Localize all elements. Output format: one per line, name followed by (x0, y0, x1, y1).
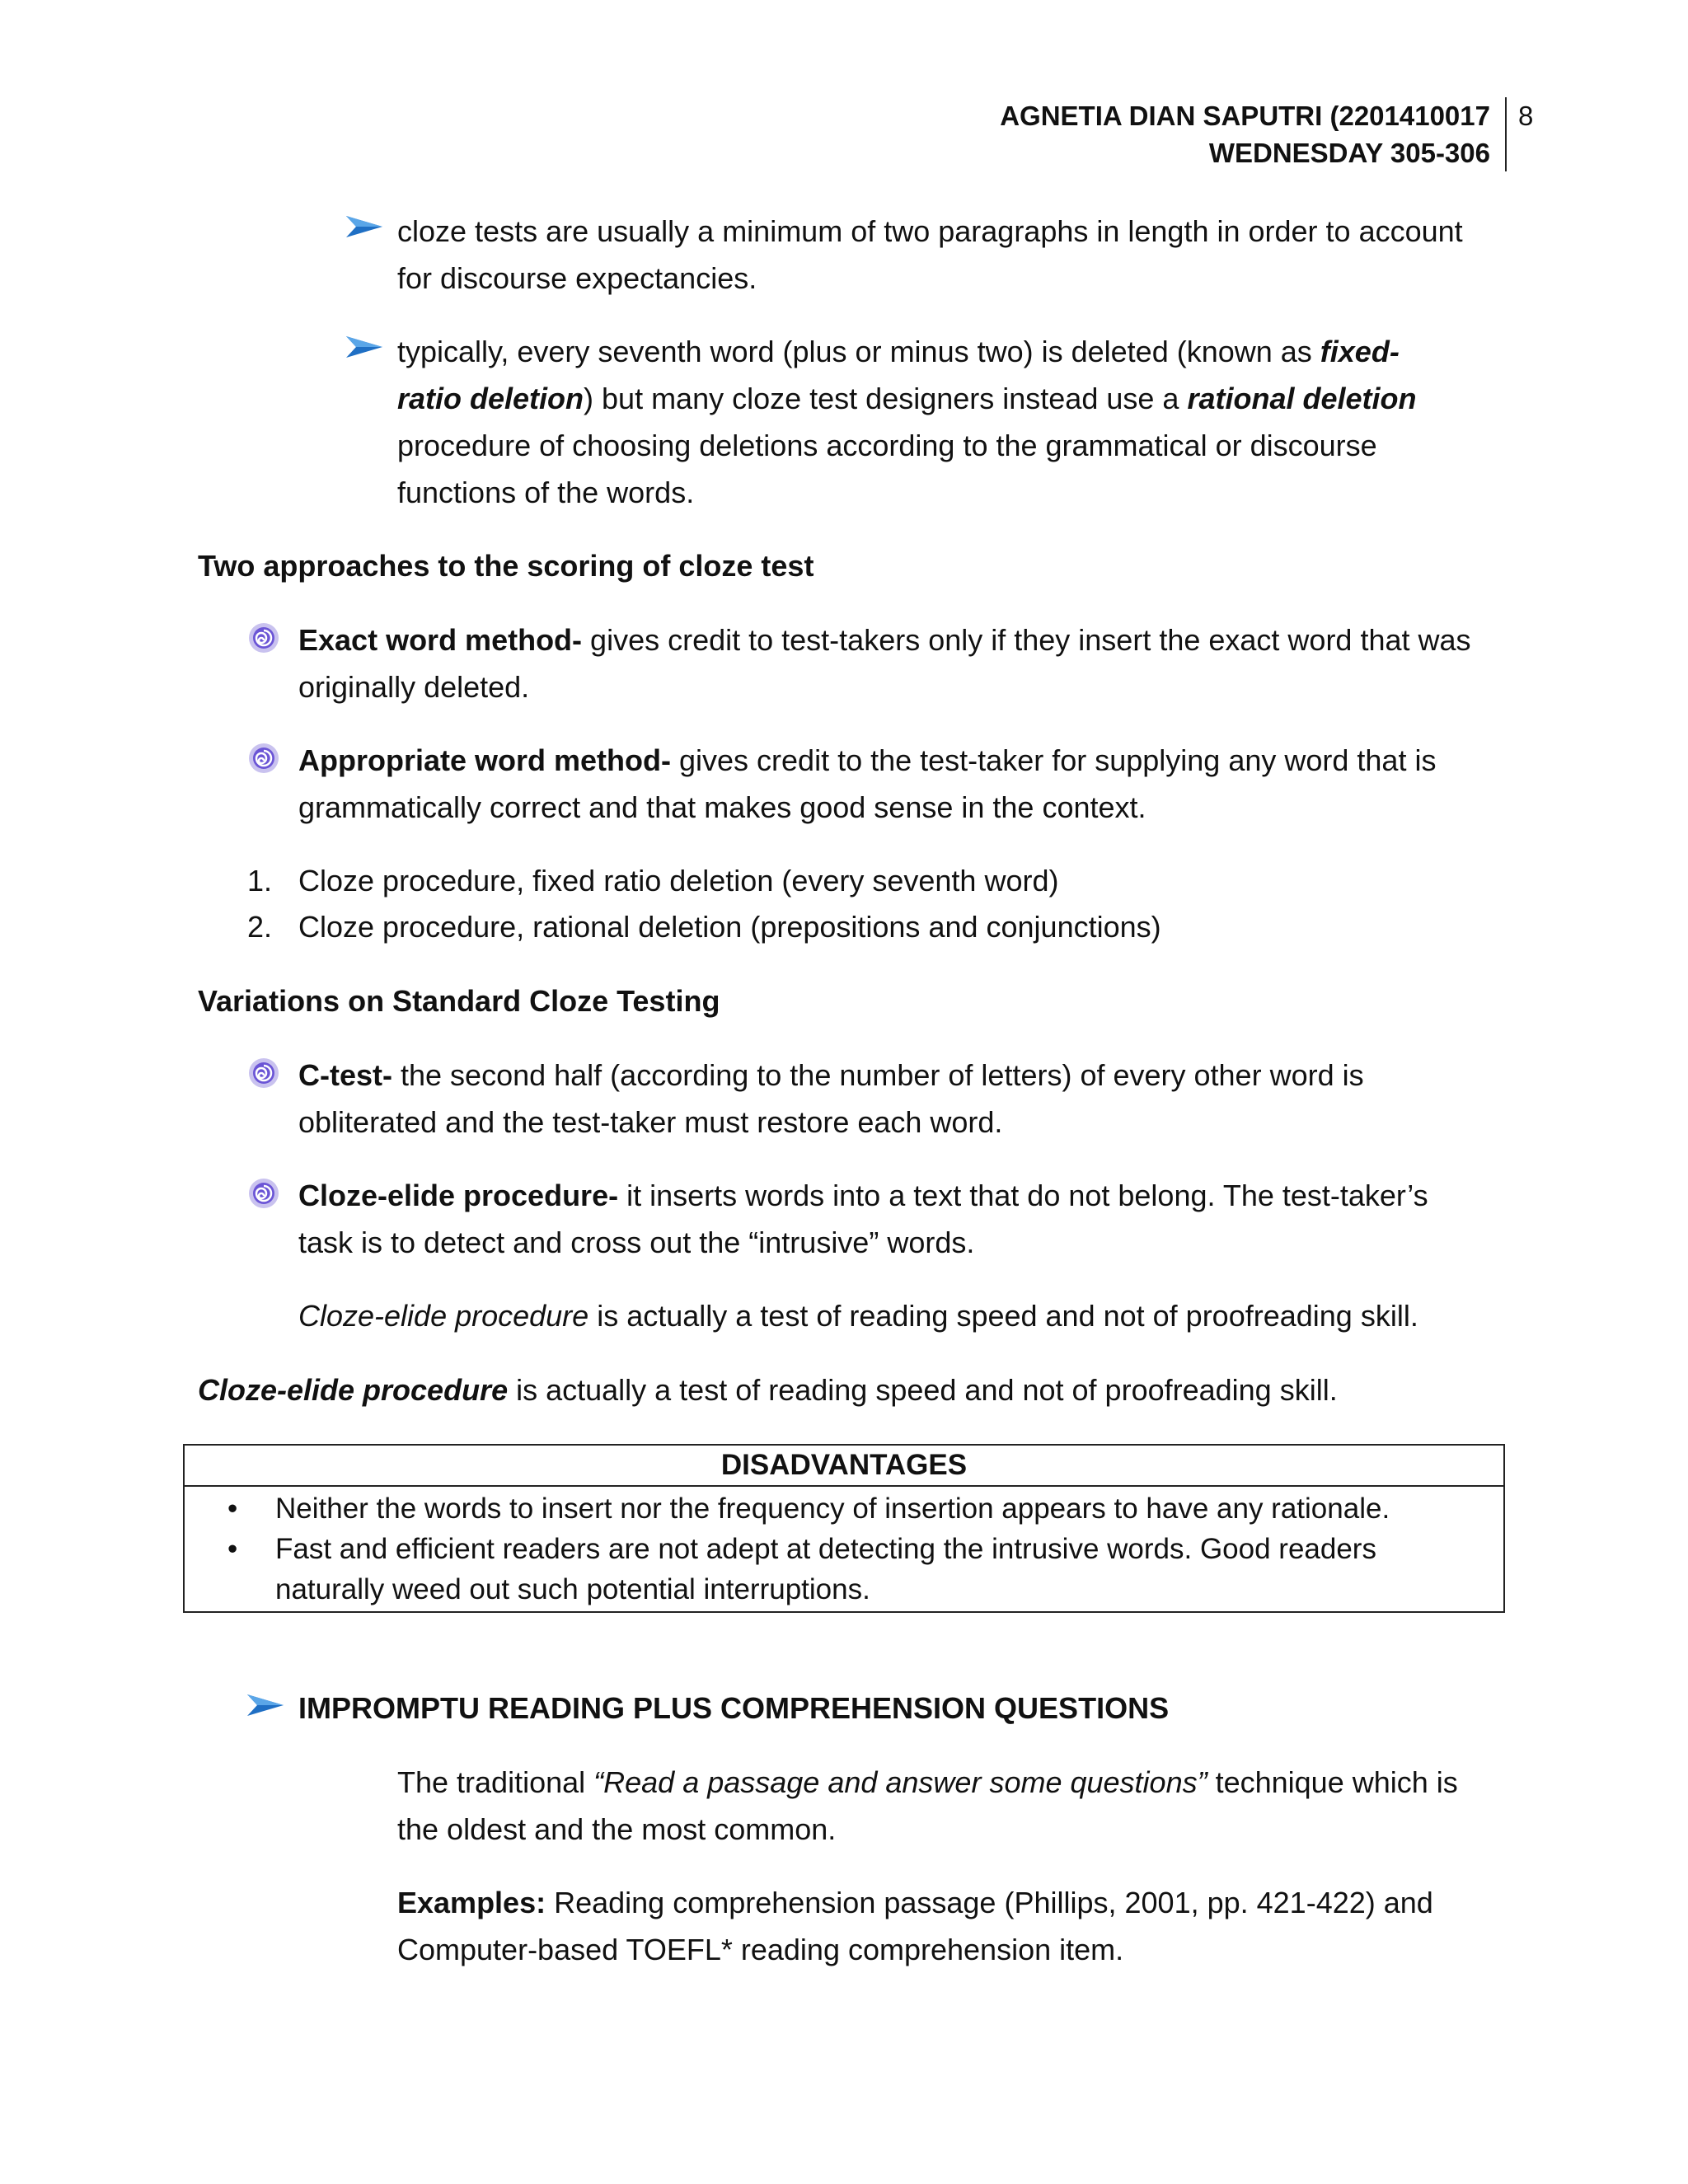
cloze-elide-term: Cloze-elide procedure- (298, 1179, 619, 1212)
swirl-bullet-icon (247, 742, 280, 775)
swirl-bullet-icon (247, 621, 280, 654)
bullet-text-discourse: cloze tests are usually a minimum of two paragraphs in length in order to account for discourse expectancies. (397, 214, 1463, 295)
appropriate-word-text: gives credit to the test-taker for supplying any word that is grammatically correct and that makes good sense in the context. (298, 743, 1437, 824)
deletion-text-2: ) but many cloze test designers instead use a (584, 382, 1188, 415)
disadvantages-table (183, 1444, 1505, 1613)
list-number: 1. (247, 864, 273, 898)
appropriate-word-term: Appropriate word method- (298, 743, 671, 777)
impromptu-quote: “Read a passage and answer some questions” (593, 1765, 1207, 1799)
swirl-bullet-icon (247, 1057, 280, 1090)
c-test-item (298, 1052, 1436, 1146)
cloze-elide-note-text: is actually a test of reading speed and not of proofreading skill. (588, 1299, 1418, 1333)
impromptu-text-pre: The traditional (397, 1765, 594, 1799)
exact-word-method (298, 616, 1485, 710)
header-session: WEDNESDAY 305-306 (1208, 138, 1490, 168)
bullet-dot: • (227, 1533, 238, 1565)
arrow-bullet-icon (346, 214, 382, 239)
cloze-elide-text: it inserts words into a text that do not belong. The test-taker’s task is to detect and cross out the “intrusive” words. (298, 1179, 1428, 1259)
header-author: AGNETIA DIAN SAPUTRI (2201410017 (1000, 101, 1490, 131)
list-number: 2. (247, 910, 273, 944)
examples-text: Reading comprehension passage (Phillips, 2001, pp. 421-422) and Computer-based TOEFL* reading comprehension item. (397, 1886, 1433, 1966)
disadvantages-list (185, 1488, 1503, 1610)
numbered-item-fixed: Cloze procedure, fixed ratio deletion (every seventh word) (298, 864, 1059, 898)
exact-word-term: Exact word method- (298, 623, 583, 657)
exact-word-text: gives credit to test-takers only if they insert the exact word that was originally deleted. (298, 623, 1471, 704)
swirl-bullet-icon (247, 1177, 280, 1210)
page-number: 8 (1518, 101, 1534, 131)
numbered-item-rational: Cloze procedure, rational deletion (prepositions and conjunctions) (298, 910, 1161, 944)
impromptu-examples (397, 1879, 1469, 1973)
c-test-term: C-test- (298, 1058, 392, 1092)
disadvantages-cell (184, 1486, 1504, 1612)
arrow-bullet-icon (346, 335, 382, 359)
impromptu-description (397, 1759, 1493, 1853)
cloze-elide-item (298, 1172, 1485, 1266)
bullet-text-deletion (397, 328, 1434, 516)
term-rational-deletion: rational deletion (1187, 382, 1417, 415)
variations-heading: Variations on Standard Cloze Testing (198, 984, 720, 1018)
page-header (1000, 97, 1507, 171)
cloze-elide-note-term: Cloze-elide procedure (298, 1299, 589, 1333)
appropriate-word-method (298, 737, 1485, 831)
cloze-elide-note-text-left: is actually a test of reading speed and not of proofreading skill. (508, 1373, 1338, 1407)
disadvantage-text: Neither the words to insert nor the frequency of insertion appears to have any rationale. (275, 1493, 1390, 1525)
list-item (185, 1488, 1503, 1529)
disadvantage-text: Fast and efficient readers are not adept at detecting the intrusive words. Good readers naturally weed out such potential interruptions. (275, 1533, 1376, 1605)
c-test-text: the second half (according to the number of letters) of every other word is obliterated and the test-taker must restore each word. (298, 1058, 1364, 1139)
deletion-text-3: procedure of choosing deletions according to the grammatical or discourse functions of the words. (397, 429, 1377, 509)
examples-label: Examples: (397, 1886, 546, 1919)
scoring-heading: Two approaches to the scoring of cloze test (198, 549, 814, 583)
cloze-elide-note-term-bold: Cloze-elide procedure (198, 1373, 509, 1407)
bullet-dot: • (227, 1493, 238, 1525)
disadvantages-title: DISADVANTAGES (184, 1445, 1504, 1486)
list-item (185, 1529, 1503, 1610)
cloze-elide-note-indented (298, 1292, 1418, 1339)
impromptu-text-post: technique which is the oldest and the most common. (397, 1765, 1458, 1846)
deletion-text-1: typically, every seventh word (plus or minus two) is deleted (known as (397, 335, 1320, 368)
term-fixed-ratio-deletion: fixed-ratio deletion (397, 335, 1400, 415)
arrow-bullet-icon (247, 1693, 284, 1718)
cloze-elide-note (198, 1366, 1338, 1413)
impromptu-heading: IMPROMPTU READING PLUS COMPREHENSION QUESTIONS (298, 1691, 1170, 1725)
